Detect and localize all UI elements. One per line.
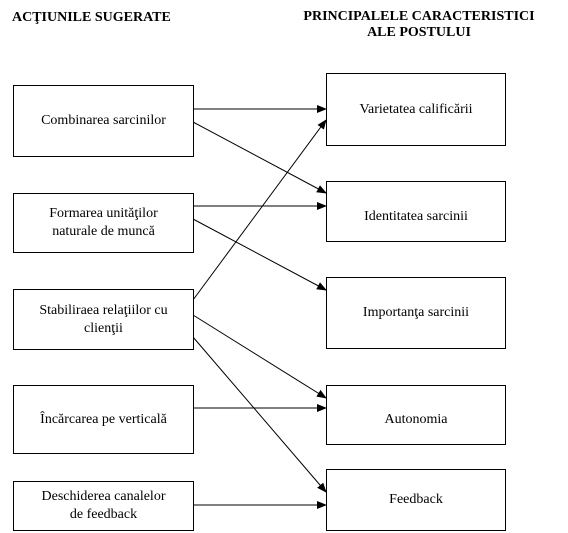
characteristic-label-importanta: Importanţa sarcinii [362,305,470,320]
action-label-deschiderea-line2: de feedback [69,507,138,522]
characteristic-label-varietatea: Varietatea calificării [359,101,473,117]
right-heading-line1: PRINCIPALELE CARACTERISTICI [303,9,535,24]
action-box-stabilirea [13,289,194,350]
action-label-incarcarea: Încărcarea pe verticală [40,411,167,427]
arrow-formarea-importanta [193,219,326,290]
left-column-heading: ACŢIUNILE SUGERATE [12,10,171,25]
arrow-stabilirea-autonomia [193,315,326,398]
characteristic-label-autonomia: Autonomia [384,412,448,427]
action-label-formarea-line1: Formarea unităţilor [49,206,158,221]
action-box-deschiderea [13,481,194,531]
action-box-incarcarea [13,385,194,454]
action-label-formarea-line2: naturale de muncă [52,224,155,239]
action-box-formarea [13,193,194,253]
arrow-stabilirea-feedback [193,337,326,492]
arrow-stabilirea-varietatea [193,120,326,300]
arrow-combinarea-identitatea [193,122,326,193]
action-label-stabilirea-line1: Stabiliraea relaţiilor cu [39,302,168,318]
characteristic-label-identitatea: Identitatea sarcinii [364,208,468,224]
characteristic-box-identitatea [326,181,506,242]
right-heading-line2: ALE POSTULUI [367,25,471,40]
action-label-combinarea: Combinarea sarcinilor [41,113,166,128]
characteristic-box-feedback [326,469,506,531]
characteristic-box-importanta [326,277,506,349]
action-label-stabilirea-line2: clienţii [84,320,123,336]
characteristic-box-autonomia [326,385,506,445]
characteristic-label-feedback: Feedback [389,492,443,507]
action-box-combinarea [13,85,194,157]
action-label-deschiderea-line1: Deschiderea canalelor [41,489,166,504]
characteristic-box-varietatea [326,73,506,146]
